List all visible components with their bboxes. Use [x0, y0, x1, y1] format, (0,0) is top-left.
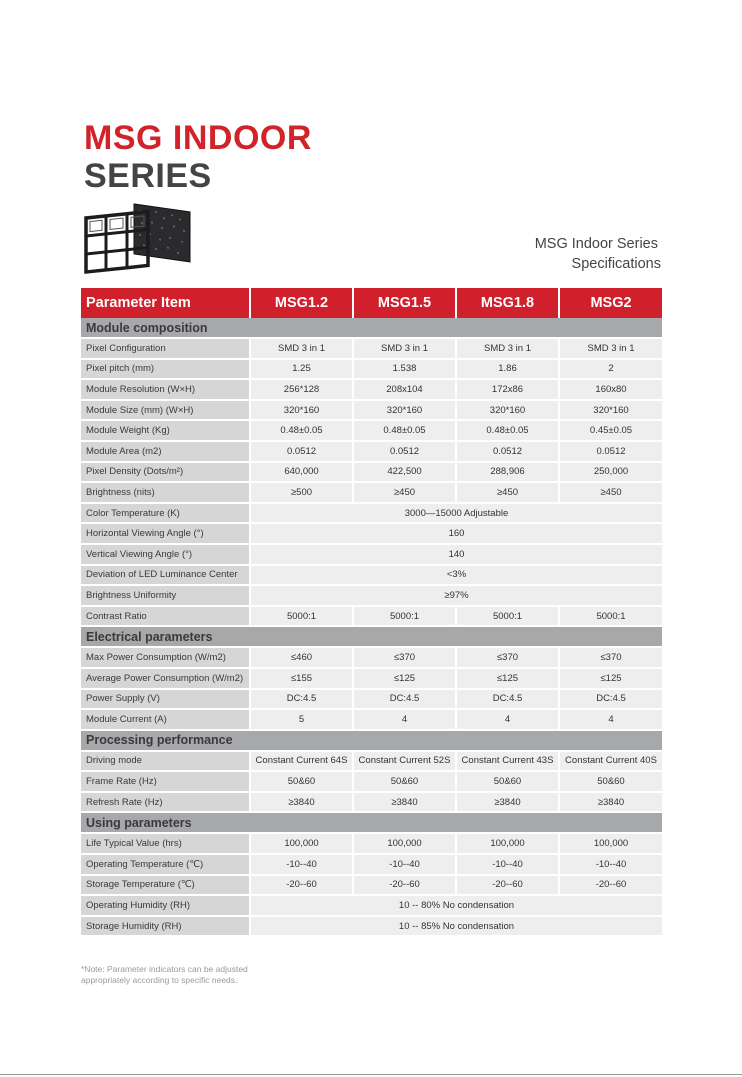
- row-label: Pixel Configuration: [81, 339, 251, 360]
- row-value-msg1-2: 640,000: [251, 463, 354, 484]
- row-label: Module Resolution (W×H): [81, 380, 251, 401]
- row-value-msg1-2: Constant Current 64S: [251, 752, 354, 773]
- row-label: Storage Temperature (℃): [81, 876, 251, 897]
- row-value-msg1-5: 208x104: [354, 380, 457, 401]
- row-value-msg2: -20--60: [560, 876, 662, 897]
- table-row: [81, 463, 662, 484]
- row-value-merged: 10 -- 80% No condensation: [251, 896, 662, 917]
- row-label: Module Size (mm) (W×H): [81, 401, 251, 422]
- row-value-msg1-2: 5: [251, 710, 354, 731]
- row-value-merged: 3000—15000 Adjustable: [251, 504, 662, 525]
- table-row: [81, 524, 662, 545]
- table-row: [81, 442, 662, 463]
- row-label: Driving mode: [81, 752, 251, 773]
- table-row: [81, 917, 662, 938]
- row-value-msg1-2: DC:4.5: [251, 690, 354, 711]
- row-value-msg1-8: Constant Current 43S: [457, 752, 560, 773]
- table-row: [81, 772, 662, 793]
- table-row: [81, 793, 662, 814]
- title-line-1: MSG INDOOR: [84, 119, 312, 157]
- row-value-msg2: DC:4.5: [560, 690, 662, 711]
- row-value-msg2: 50&60: [560, 772, 662, 793]
- table-row: [81, 876, 662, 897]
- row-value-msg1-2: ≥3840: [251, 793, 354, 814]
- footnote: [81, 964, 341, 986]
- row-value-msg1-2: 0.48±0.05: [251, 421, 354, 442]
- row-label: Vertical Viewing Angle (°): [81, 545, 251, 566]
- row-value-merged: 160: [251, 524, 662, 545]
- table-row: [81, 483, 662, 504]
- row-value-msg2: Constant Current 40S: [560, 752, 662, 773]
- row-label: Storage Humidity (RH): [81, 917, 251, 938]
- row-value-msg2: 160x80: [560, 380, 662, 401]
- row-value-msg1-5: 0.48±0.05: [354, 421, 457, 442]
- header-msg1-8: MSG1.8: [457, 288, 560, 318]
- row-value-msg1-8: 0.0512: [457, 442, 560, 463]
- row-value-msg1-8: 320*160: [457, 401, 560, 422]
- row-value-merged: <3%: [251, 566, 662, 587]
- row-value-msg2: 250,000: [560, 463, 662, 484]
- table-row: [81, 360, 662, 381]
- row-label: Module Weight (Kg): [81, 421, 251, 442]
- row-value-msg1-5: SMD 3 in 1: [354, 339, 457, 360]
- table-row: [81, 401, 662, 422]
- table-header-row: [81, 288, 662, 318]
- row-value-msg1-5: 4: [354, 710, 457, 731]
- row-value-msg1-2: 320*160: [251, 401, 354, 422]
- row-label: Contrast Ratio: [81, 607, 251, 628]
- section-header-row: [81, 813, 662, 834]
- row-value-msg1-5: 100,000: [354, 834, 457, 855]
- row-value-msg1-2: 1.25: [251, 360, 354, 381]
- row-value-msg1-2: 50&60: [251, 772, 354, 793]
- row-value-msg2: 0.45±0.05: [560, 421, 662, 442]
- row-label: Max Power Consumption (W/m2): [81, 648, 251, 669]
- row-value-msg2: 320*160: [560, 401, 662, 422]
- row-value-msg2: -10--40: [560, 855, 662, 876]
- table-row: [81, 566, 662, 587]
- row-value-merged: 10 -- 85% No condensation: [251, 917, 662, 938]
- row-value-merged: ≥97%: [251, 586, 662, 607]
- row-value-msg1-8: -10--40: [457, 855, 560, 876]
- row-value-msg1-5: ≤125: [354, 669, 457, 690]
- row-value-msg2: 100,000: [560, 834, 662, 855]
- row-value-msg1-2: 100,000: [251, 834, 354, 855]
- specification-table: [81, 288, 662, 937]
- row-value-msg1-8: SMD 3 in 1: [457, 339, 560, 360]
- row-value-msg1-8: ≥450: [457, 483, 560, 504]
- row-value-msg2: ≥450: [560, 483, 662, 504]
- table-row: [81, 504, 662, 525]
- table-row: [81, 896, 662, 917]
- header-parameter-item: Parameter Item: [81, 288, 251, 318]
- subtitle-series: MSG Indoor Series: [534, 236, 658, 252]
- row-value-msg1-5: -10--40: [354, 855, 457, 876]
- row-value-msg1-8: DC:4.5: [457, 690, 560, 711]
- row-value-msg1-8: 172x86: [457, 380, 560, 401]
- header-msg1-2: MSG1.2: [251, 288, 354, 318]
- title-line-2: SERIES: [84, 157, 212, 195]
- row-value-msg2: ≤370: [560, 648, 662, 669]
- footnote-line-2: appropriately according to specific needs.: [81, 975, 238, 985]
- row-value-msg2: 2: [560, 360, 662, 381]
- row-value-msg1-8: 4: [457, 710, 560, 731]
- section-header-row: [81, 731, 662, 752]
- row-value-msg1-5: ≥3840: [354, 793, 457, 814]
- row-value-msg1-8: 0.48±0.05: [457, 421, 560, 442]
- footnote-line-1: *Note: Parameter indicators can be adjusted: [81, 964, 248, 974]
- row-label: Refresh Rate (Hz): [81, 793, 251, 814]
- row-label: Deviation of LED Luminance Center: [81, 566, 251, 587]
- row-label: Color Temperature (K): [81, 504, 251, 525]
- row-value-msg1-2: -20--60: [251, 876, 354, 897]
- table-row: [81, 710, 662, 731]
- row-label: Horizontal Viewing Angle (°): [81, 524, 251, 545]
- row-label: Pixel pitch (mm): [81, 360, 251, 381]
- header-msg2: MSG2: [560, 288, 662, 318]
- row-value-msg1-8: 100,000: [457, 834, 560, 855]
- header-msg1-5: MSG1.5: [354, 288, 457, 318]
- row-value-msg1-5: DC:4.5: [354, 690, 457, 711]
- row-value-msg1-5: Constant Current 52S: [354, 752, 457, 773]
- row-value-msg1-2: ≥500: [251, 483, 354, 504]
- table-body: [81, 318, 662, 937]
- row-value-msg1-5: 320*160: [354, 401, 457, 422]
- row-label: Operating Temperature (℃): [81, 855, 251, 876]
- row-label: Life Typical Value (hrs): [81, 834, 251, 855]
- row-value-msg1-2: -10--40: [251, 855, 354, 876]
- row-label: Module Current (A): [81, 710, 251, 731]
- footer-divider: [0, 1074, 742, 1075]
- row-value-msg1-8: ≤125: [457, 669, 560, 690]
- row-value-msg1-8: ≥3840: [457, 793, 560, 814]
- row-value-msg1-5: 422,500: [354, 463, 457, 484]
- row-value-msg2: 4: [560, 710, 662, 731]
- row-value-msg1-8: 288,906: [457, 463, 560, 484]
- row-value-msg1-8: 50&60: [457, 772, 560, 793]
- row-label: Operating Humidity (RH): [81, 896, 251, 917]
- subtitle-specifications: Specifications: [571, 256, 661, 272]
- row-label: Brightness (nits): [81, 483, 251, 504]
- section-header-row: [81, 627, 662, 648]
- row-value-msg1-5: 5000:1: [354, 607, 457, 628]
- row-value-msg1-2: 0.0512: [251, 442, 354, 463]
- table-row: [81, 421, 662, 442]
- table-row: [81, 339, 662, 360]
- row-value-msg2: 5000:1: [560, 607, 662, 628]
- row-value-msg1-5: -20--60: [354, 876, 457, 897]
- row-value-msg2: ≤125: [560, 669, 662, 690]
- table-row: [81, 690, 662, 711]
- row-value-merged: 140: [251, 545, 662, 566]
- row-value-msg1-5: 50&60: [354, 772, 457, 793]
- row-label: Power Supply (V): [81, 690, 251, 711]
- row-value-msg1-8: 1.86: [457, 360, 560, 381]
- row-value-msg1-5: ≤370: [354, 648, 457, 669]
- row-value-msg1-2: SMD 3 in 1: [251, 339, 354, 360]
- row-label: Brightness Uniformity: [81, 586, 251, 607]
- row-label: Average Power Consumption (W/m2): [81, 669, 251, 690]
- section-title: Module composition: [81, 318, 662, 339]
- row-value-msg2: ≥3840: [560, 793, 662, 814]
- table-row: [81, 648, 662, 669]
- row-value-msg1-5: ≥450: [354, 483, 457, 504]
- section-title: Processing performance: [81, 731, 662, 752]
- row-value-msg1-5: 1.538: [354, 360, 457, 381]
- table-row: [81, 586, 662, 607]
- row-value-msg1-2: 256*128: [251, 380, 354, 401]
- row-value-msg2: 0.0512: [560, 442, 662, 463]
- section-header-row: [81, 318, 662, 339]
- table-row: [81, 855, 662, 876]
- row-value-msg1-8: -20--60: [457, 876, 560, 897]
- table-row: [81, 834, 662, 855]
- table-row: [81, 752, 662, 773]
- row-value-msg1-2: 5000:1: [251, 607, 354, 628]
- table-row: [81, 545, 662, 566]
- table-row: [81, 380, 662, 401]
- row-value-msg1-8: ≤370: [457, 648, 560, 669]
- row-value-msg1-2: ≤460: [251, 648, 354, 669]
- row-value-msg1-5: 0.0512: [354, 442, 457, 463]
- row-label: Module Area (m2): [81, 442, 251, 463]
- row-value-msg1-2: ≤155: [251, 669, 354, 690]
- table-row: [81, 607, 662, 628]
- row-value-msg1-8: 5000:1: [457, 607, 560, 628]
- row-value-msg2: SMD 3 in 1: [560, 339, 662, 360]
- section-title: Electrical parameters: [81, 627, 662, 648]
- table-row: [81, 669, 662, 690]
- row-label: Pixel Density (Dots/m²): [81, 463, 251, 484]
- section-title: Using parameters: [81, 813, 662, 834]
- row-label: Frame Rate (Hz): [81, 772, 251, 793]
- led-cabinet-icon: [82, 200, 194, 280]
